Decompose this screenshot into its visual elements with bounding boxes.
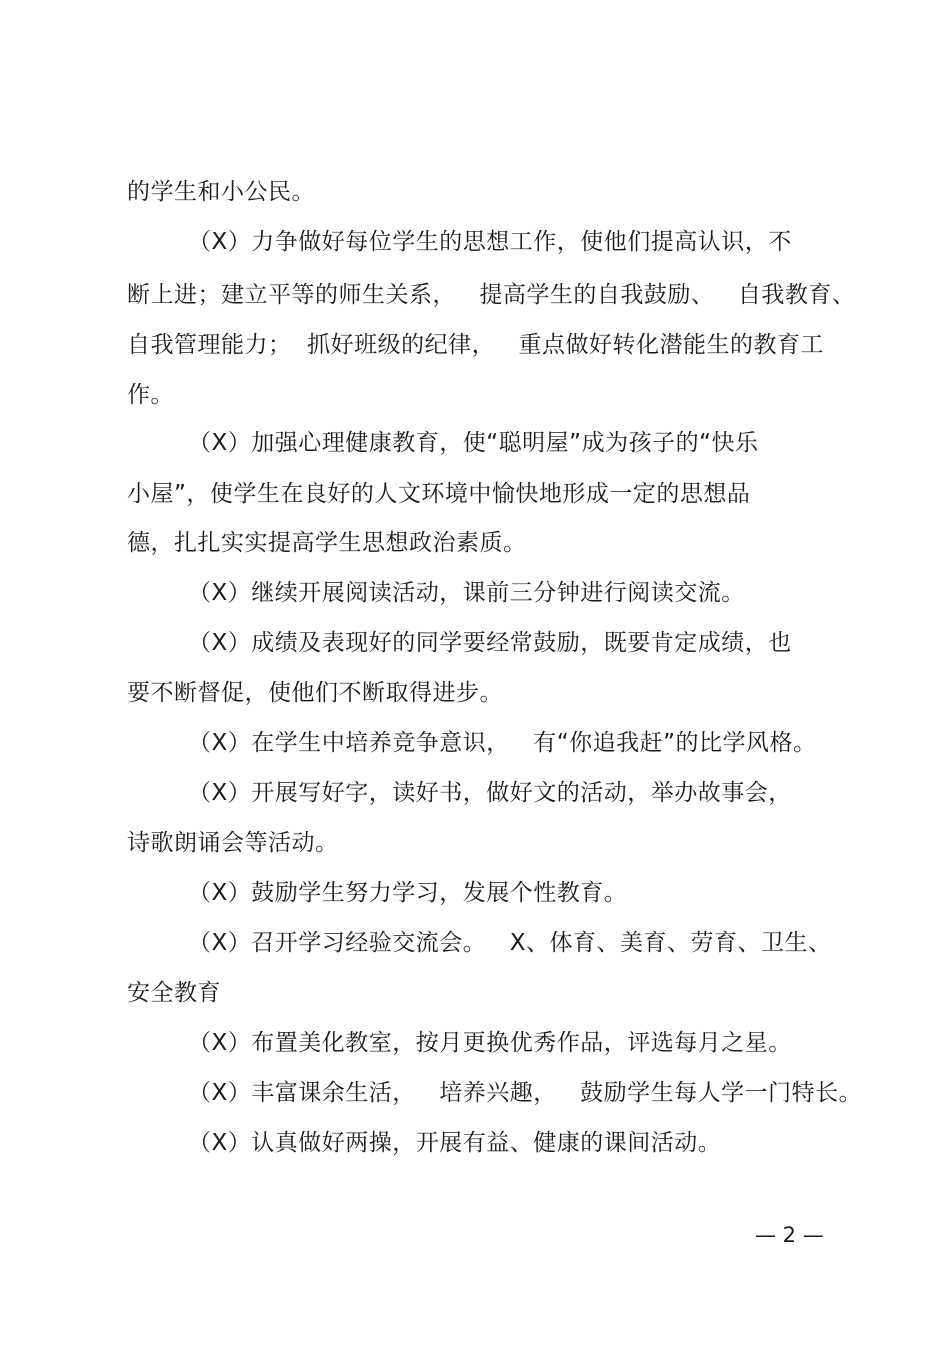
text-line: （X）认真做好两操，开展有益、健康的课间活动。 bbox=[188, 1130, 722, 1156]
text-line: （X）在学生中培养竞争意识， 有“你追我赶”的比学风格。 bbox=[188, 730, 817, 756]
text-line: 德，扎扎实实提高学生思想政治素质。 bbox=[127, 530, 527, 556]
text-line: （X）开展写好字，读好书，做好文的活动，举办故事会， bbox=[188, 780, 792, 806]
text-line: 的学生和小公民。 bbox=[127, 179, 315, 205]
text-line: （X）成绩及表现好的同学要经常鼓励，既要肯定成绩，也 bbox=[188, 630, 792, 656]
text-line: （X）召开学习经验交流会。 X、体育、美育、劳育、卫生、 bbox=[188, 930, 832, 956]
page-number: — 2 — bbox=[755, 1223, 824, 1247]
text-line: 断上进；建立平等的师生关系， 提高学生的自我鼓励、 自我教育、 bbox=[127, 282, 856, 308]
text-line: （X）鼓励学生努力学习，发展个性教育。 bbox=[188, 880, 628, 906]
text-line: 安全教育 bbox=[127, 980, 221, 1006]
text-line: 要不断督促，使他们不断取得进步。 bbox=[127, 680, 503, 706]
text-line: （X）布置美化教室，按月更换优秀作品，评选每月之星。 bbox=[188, 1030, 792, 1056]
text-line: （X）丰富课余生活， 培养兴趣， 鼓励学生每人学一门特长。 bbox=[188, 1080, 863, 1106]
text-line: （X）继续开展阅读活动，课前三分钟进行阅读交流。 bbox=[188, 580, 745, 606]
text-line: （X）加强心理健康教育，使“聪明屋”成为孩子的“快乐 bbox=[188, 430, 759, 456]
text-line: 小屋”，使学生在良好的人文环境中愉快地形成一定的思想品 bbox=[127, 481, 751, 507]
text-line: 自我管理能力； 抓好班级的纪律， 重点做好转化潜能生的教育工 bbox=[127, 332, 825, 358]
text-line: 作。 bbox=[127, 382, 174, 408]
text-line: 诗歌朗诵会等活动。 bbox=[127, 830, 339, 856]
text-line: （X）力争做好每位学生的思想工作，使他们提高认识，不 bbox=[188, 229, 792, 255]
